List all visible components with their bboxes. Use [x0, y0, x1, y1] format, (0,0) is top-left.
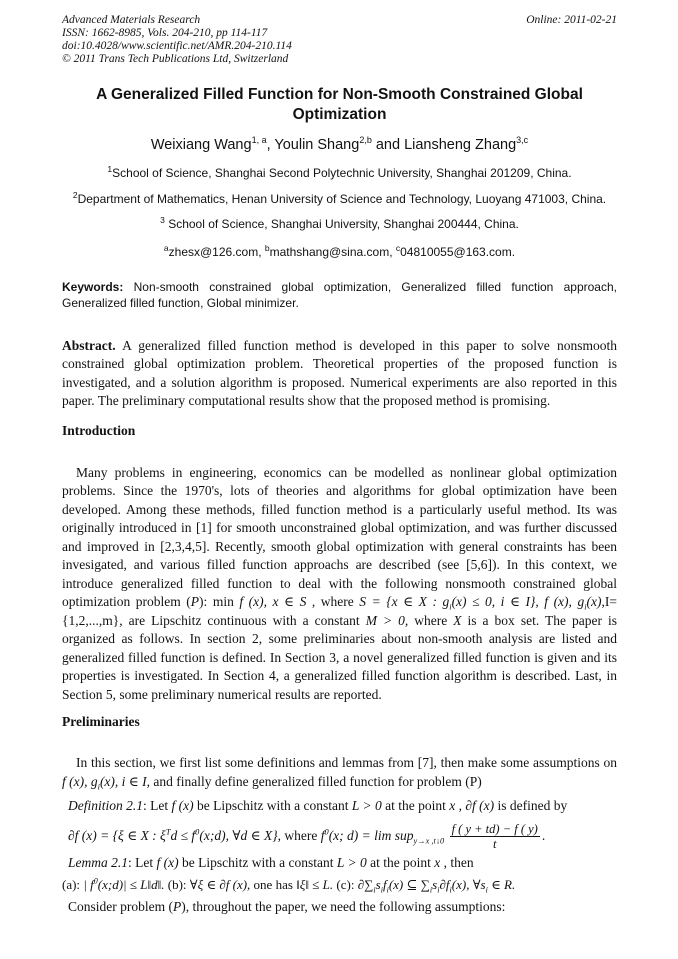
text-run: P	[190, 594, 200, 610]
affiliation-1	[62, 162, 617, 181]
text-run: Lemma 2.1	[68, 854, 128, 870]
text-run: i	[97, 782, 100, 792]
authors-line	[62, 135, 617, 153]
text-run: f (x)	[171, 798, 194, 814]
text-run: ∂∑	[357, 877, 374, 893]
text-run: i	[449, 885, 452, 895]
subdifferential-formula	[62, 819, 617, 853]
affiliation-3-text: School of Science, Shanghai University, Shanghai 200444, China.	[164, 216, 519, 231]
text-run: S = {x ∈ X : g	[359, 594, 450, 610]
author-separator-2: and	[371, 136, 405, 153]
text-run: (x;d)| ≤ L‖d‖.	[97, 877, 165, 893]
text-run: i	[584, 603, 587, 613]
text-run: x ∈ S	[272, 594, 307, 610]
online-date: Online: 2011-02-21	[526, 14, 617, 26]
section-heading-introduction: Introduction	[62, 422, 136, 438]
text-run: i	[386, 885, 389, 895]
affiliation-2-text: Department of Mathematics, Henan University of Science and Technology, Luoyang 471003, China.	[77, 191, 607, 206]
doi-line: doi:10.4028/www.scientific.net/AMR.204-210.114	[62, 40, 292, 52]
text-run: Definition 2.1	[68, 798, 143, 814]
text-run: L > 0	[351, 798, 382, 814]
affiliation-3-superscript: 3	[160, 214, 165, 225]
author-superscript-3: 3,c	[516, 135, 529, 145]
text-run: In this section, we first list some definitions and lemmas from [7], then make some assumptions on	[76, 755, 617, 771]
text-run: (x), ∀s	[451, 877, 486, 893]
text-run: f	[382, 877, 387, 893]
keywords-block	[62, 279, 617, 311]
author-name-1: Weixiang Wang	[150, 136, 252, 153]
text-run: | f	[83, 877, 94, 893]
text-run: (x; d) = lim sup	[328, 827, 414, 843]
email-text-b: mathshang@sina.com,	[269, 244, 396, 259]
text-run: (x), i ∈ I,	[99, 773, 151, 789]
email-superscript-a: a	[163, 242, 169, 253]
text-run: , then	[440, 854, 474, 870]
affiliation-2	[62, 188, 617, 207]
text-run: (a):	[62, 877, 84, 893]
abstract-text: A generalized filled function method is developed in this paper to solve nonsmooth constrained global optimization problem. Theoretical properties of the proposed function is investigated, and a solution algorithm is proposed. Numerical experiments are also reported in this paper. The preliminary computational results show that the proposed method is promising.	[62, 337, 617, 409]
text-run: P	[172, 899, 182, 915]
text-run: i	[380, 885, 383, 895]
text-run: (b):	[164, 877, 190, 893]
text-run: L > 0	[336, 854, 367, 870]
text-run: i	[429, 885, 433, 895]
journal-header	[62, 14, 617, 66]
text-run: where	[408, 612, 454, 628]
text-run: at the point	[366, 854, 435, 870]
email-text-c: 04810055@163.com.	[400, 244, 516, 259]
text-run: 0	[93, 877, 98, 886]
lemma-2-1-line	[62, 854, 617, 873]
author-name-3: Liansheng Zhang	[404, 136, 517, 153]
keywords-label: Keywords:	[62, 279, 124, 294]
text-run: (x) ⊆ ∑	[388, 877, 430, 893]
text-run: (c):	[333, 877, 358, 893]
text-run: ,I={1,2,...,m}, are Lipschitz continuous with a constant	[62, 594, 617, 628]
text-run: s	[432, 877, 438, 893]
text-run: i	[437, 885, 440, 895]
text-run: ∂f	[439, 877, 450, 893]
text-run: ∂f (x)	[465, 798, 495, 814]
text-run: : Let	[143, 798, 172, 814]
text-run: f (x),	[239, 594, 267, 610]
text-run: , where	[277, 827, 321, 843]
email-superscript-c: c	[395, 242, 401, 253]
text-run: one has	[250, 877, 297, 893]
text-run: ): min	[199, 594, 240, 610]
text-run: s	[375, 877, 381, 893]
text-run: f (x)	[156, 854, 179, 870]
issn-line: ISSN: 1662-8985, Vols. 204-210, pp 114-117	[62, 27, 268, 39]
text-run: 0	[324, 827, 329, 837]
text-run: (x)	[586, 594, 602, 610]
email-text-a: zhesx@126.com,	[168, 244, 265, 259]
text-run: , where	[306, 594, 360, 610]
affiliation-2-superscript: 2	[72, 189, 78, 200]
text-run: (x;d), ∀d ∈ X}	[199, 827, 278, 843]
text-run: is defined by	[494, 798, 568, 814]
text-run: .	[541, 827, 546, 843]
affiliation-3	[62, 213, 617, 232]
preliminaries-paragraph	[62, 754, 617, 791]
fraction: $\frac{f ( y + td) - f ( y)}{t}$	[451, 821, 538, 852]
text-run	[444, 828, 447, 843]
text-run: y→x ,t↓0	[413, 836, 445, 846]
text-run: i	[449, 603, 452, 613]
consider-problem-line	[62, 898, 617, 917]
affiliation-1-superscript: 1	[107, 163, 113, 174]
text-run: ∈ R.	[487, 877, 516, 893]
text-run: (x) ≤ 0, i ∈ I}, f (x), g	[451, 594, 585, 610]
text-run: ‖ξ‖ ≤ L.	[296, 877, 334, 893]
emails-line	[62, 241, 617, 260]
keywords-text: Non-smooth constrained global optimization, Generalized filled function approach, Generalized filled function, Global minimizer.	[62, 279, 617, 310]
author-superscript-2: 2,b	[359, 135, 372, 145]
text-run: ), throughout the paper, we need the following assumptions:	[181, 899, 506, 915]
text-run: ∀ξ ∈ ∂f (x),	[189, 877, 251, 893]
text-run: T	[165, 827, 171, 837]
email-superscript-b: b	[264, 242, 270, 253]
text-run: and finally define generalized filled function for problem (P)	[150, 773, 482, 789]
text-run: ,	[455, 798, 466, 814]
affiliation-1-text: School of Science, Shanghai Second Polytechnic University, Shanghai 201209, China.	[112, 165, 572, 180]
text-run: i	[485, 885, 488, 895]
section-heading-preliminaries: Preliminaries	[62, 714, 140, 730]
text-run: d ≤ f	[170, 827, 196, 843]
text-run: at the point	[381, 798, 450, 814]
abstract-label: Abstract.	[62, 337, 116, 353]
journal-name: Advanced Materials Research	[62, 14, 201, 26]
text-run: Many problems in engineering, economics can be modelled as nonlinear global optimization problems. Since the 1970's, lots of theories and algorithms for global optimization have been developed. Among these methods, filled function method is a particularly useful method. Its was originally introduced in [1] for smooth unconstrained global optimization, and was further discussed and improved in [2,3,4,5]. Recently, smooth global optimization with general constraints has been invesigated, and various filled function approachs are described (see [5,6]). In this context, we introduce generalized filled function to deal with the following nonsmooth constrained global optimization problem (	[62, 464, 617, 610]
text-run: M > 0,	[365, 612, 409, 628]
abstract-block	[62, 337, 617, 411]
text-run: ∂f (x) = {ξ ∈ X : ξ	[68, 827, 166, 843]
text-run: i	[373, 885, 376, 895]
text-run: x	[449, 798, 456, 814]
copyright-line: © 2011 Trans Tech Publications Ltd, Switzerland	[62, 53, 289, 65]
paper-title: A Generalized Filled Function for Non-Smooth Constrained Global Optimization	[96, 86, 583, 123]
lemma-items-line	[62, 874, 617, 895]
definition-2-1-line	[62, 797, 617, 816]
text-run: is a box set. The paper is organized as follows. In section 2, some preliminaries about non-smooth analysis are listed and generalized filled function is defined. In Section 3, a novel generalized filled function is given and its properties is investigated. In Section 4, a generalized filled function algorithm is described. Last, in Section 5, some preliminary numerical results are reported.	[62, 612, 617, 702]
text-run: 0	[195, 827, 200, 837]
author-separator-1: ,	[266, 136, 275, 153]
text-run: : Let	[128, 854, 157, 870]
text-run: x	[434, 854, 441, 870]
text-run: Consider problem (	[68, 899, 173, 915]
text-run: f (x), g	[62, 773, 98, 789]
text-run: be Lipschitz with a constant	[193, 798, 352, 814]
author-superscript-1: 1, a	[251, 135, 267, 145]
text-run: f	[320, 827, 325, 843]
journal-header-left	[62, 14, 292, 66]
text-run: be Lipschitz with a constant	[178, 854, 337, 870]
introduction-paragraph	[62, 464, 617, 705]
text-run: X	[453, 612, 462, 628]
author-name-2: Youlin Shang	[274, 136, 360, 153]
